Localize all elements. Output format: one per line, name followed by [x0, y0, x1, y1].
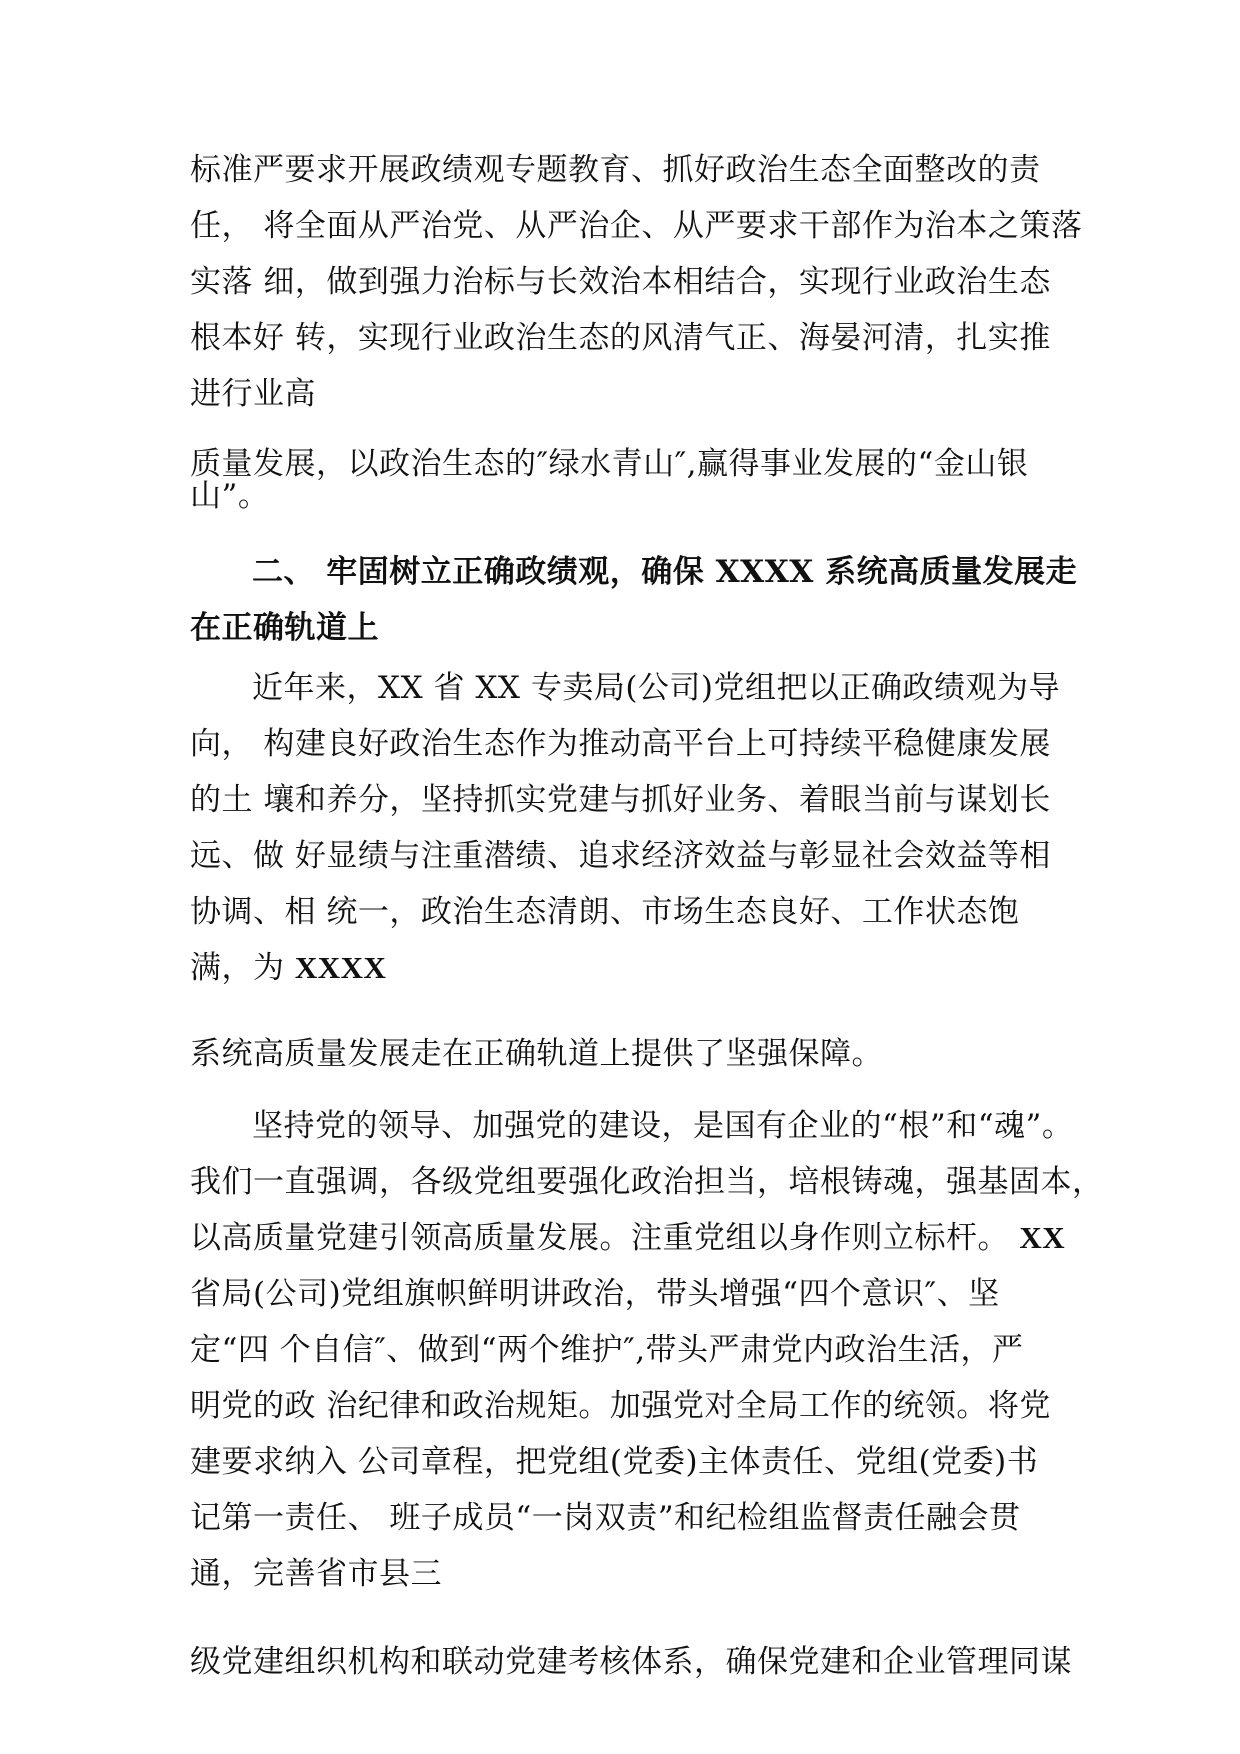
paragraph-line: 实落 细，做到强力治标与长效治本相结合，实现行业政治生态	[190, 264, 1051, 300]
paragraph-line: 根本好 转，实现行业政治生态的风清气正、海晏河清，扎实推	[190, 320, 1051, 356]
code-placeholder: XXXX	[294, 950, 387, 985]
line-text: 满，为	[190, 950, 295, 986]
paragraph-line: 任， 将全面从严治党、从严治企、从严要求干部作为治本之策落	[190, 208, 1083, 244]
line-text: 以高质量党建引领高质量发展。注重党组以身作则立标杆。	[190, 1220, 1020, 1256]
paragraph-line: 协调、相 统一，政治生态清朗、市场生态良好、工作状态饱	[190, 894, 1020, 930]
paragraph-line: 标准严要求开展政绩观专题教育、抓好政治生态全面整改的责	[190, 152, 1041, 188]
section-heading: 二、 牢固树立正确政绩观，确保 XXXX 系统高质量发展走	[252, 554, 1078, 590]
paragraph-line: 系统高质量发展走在正确轨道上提供了坚强保障。	[190, 1036, 883, 1072]
paragraph-line: 远、做 好显绩与注重潜绩、追求经济效益与彰显社会效益等相	[190, 838, 1051, 874]
paragraph-line: 建要求纳入 公司章程，把党组(党委)主体责任、党组(党委)书	[190, 1444, 1039, 1480]
paragraph-line	[190, 1218, 1065, 1258]
paragraph-line: 通，完善省市县三	[190, 1556, 442, 1592]
paragraph-line: 的土 壤和养分，坚持抓实党建与抓好业务、着眼当前与谋划长	[190, 782, 1051, 818]
paragraph-line	[190, 948, 386, 988]
paragraph-line: 记第一责任、 班子成员“一岗双责”和纪检组监督责任融会贯	[190, 1500, 1021, 1536]
paragraph-line: 坚持党的领导、加强党的建设，是国有企业的“根”和“魂”。	[252, 1108, 1074, 1144]
paragraph-line: 进行业高	[190, 376, 316, 412]
paragraph-line: 级党建组织机构和联动党建考核体系，确保党建和企业管理同谋	[190, 1644, 1072, 1680]
paragraph-line: 省局(公司)党组旗帜鲜明讲政治，带头增强“四个意识″、坚	[190, 1276, 1000, 1312]
paragraph-line: 向， 构建良好政治生态作为推动高平台上可持续平稳健康发展	[190, 726, 1051, 762]
paragraph-line: 明党的政 治纪律和政治规矩。加强党对全局工作的统领。将党	[190, 1388, 1051, 1424]
section-heading-continued: 在正确轨道上	[190, 610, 379, 646]
paragraph-line: 近年来，XX 省 XX 专卖局(公司)党组把以正确政绩观为导	[252, 670, 1061, 706]
paragraph-line: 山”。	[190, 478, 270, 514]
paragraph-line: 质量发展，以政治生态的″绿水青山″,赢得事业发展的“金山银	[190, 446, 1029, 482]
paragraph-line: 定“四 个自信″、做到“两个维护″,带头严肃党内政治生活，严	[190, 1332, 1024, 1368]
paragraph-line: 我们一直强调，各级党组要强化政治担当，培根铸魂，强基固本，	[190, 1164, 1104, 1200]
code-placeholder: XX	[1019, 1220, 1066, 1255]
